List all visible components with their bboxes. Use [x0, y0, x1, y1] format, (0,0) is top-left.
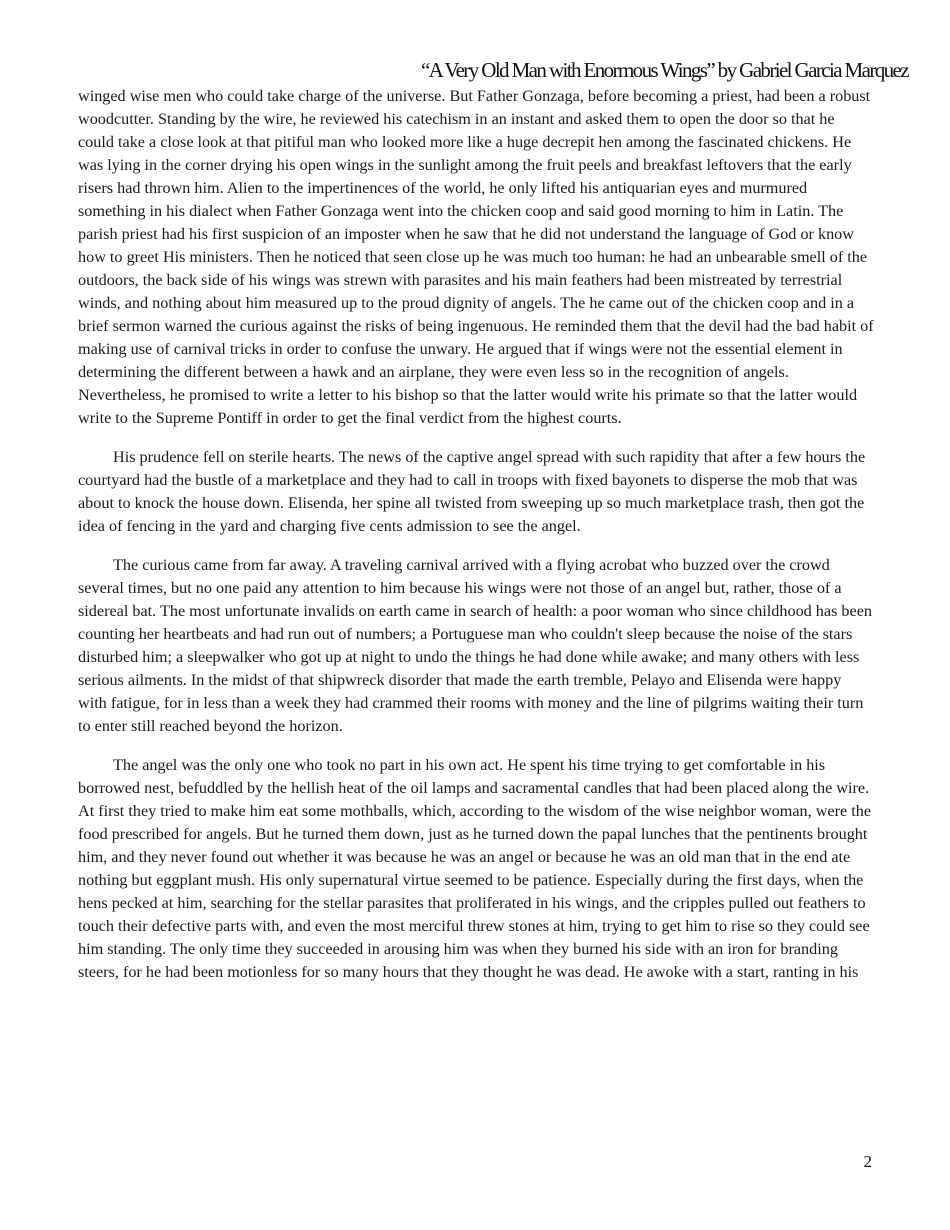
paragraph-continuation: winged wise men who could take charge of the universe. But Father Gonzaga, before becoming a priest, had been a robust woodcutter. Standing by the wire, he reviewed his catechism in an instant and asked them to open the door so that he could take a close look at that pitiful man who looked more like a huge decrepit hen among the fascinated chickens. He was lying in the corner drying his open wings in the sunlight among the fruit peels and breakfast leftovers that the early risers had thrown him. Alien to the impertinences of the world, he only lifted his antiquarian eyes and murmured something in his dialect when Father Gonzaga went into the chicken coop and said good morning to him in Latin. The parish priest had his first suspicion of an imposter when he saw that he did not understand the language of God or know how to greet His ministers. Then he noticed that seen close up he was much too human: he had an unbearable smell of the outdoors, the back side of his wings was strewn with parasites and his main feathers had been mistreated by terrestrial winds, and nothing about him measured up to the proud dignity of angels. The he came out of the chicken coop and in a brief sermon warned the curious against the risks of being ingenuous. He reminded them that the devil had the bad habit of making use of carnival tricks in order to confuse the unwary. He argued that if wings were not the essential element in determining the different between a hawk and an airplane, they were even less so in the recognition of angels. Nevertheless, he promised to write a letter to his bishop so that the latter would write his primate so that the latter would write to the Supreme Pontiff in order to get the final verdict from the highest courts.: [78, 87, 874, 427]
paragraph-angel-act: The angel was the only one who took no part in his own act. He spent his time trying to get comfortable in his borrowed nest, befuddled by the hellish heat of the oil lamps and sacramental candles that had been placed along the wire. At first they tried to make him eat some mothballs, which, according to the wisdom of the wise neighbor woman, were the food prescribed for angels. But he turned them down, just as he turned down the papal lunches that the pentinents brought him, and they never found out whether it was because he was an angel or because he was an old man that in the end ate nothing but eggplant mush. His only supernatural virtue seemed to be patience. Especially during the first days, when the hens pecked at him, searching for the stellar parasites that proliferated in his wings, and the cripples pulled out feathers to touch their defective parts with, and even the most merciful threw stones at him, trying to get him to rise so they could see him standing. The only time they succeeded in arousing him was when they burned his side with an iron for branding steers, for he had been motionless for so many hours that they thought he was dead. He awoke with a start, ranting in his: [78, 756, 871, 981]
paragraph-curious: The curious came from far away. A traveling carnival arrived with a flying acrobat who buzzed over the crowd several times, but no one paid any attention to him because his wings were not those of an angel but, rather, those of a sidereal bat. The most unfortunate invalids on earth came in search of health: a poor woman who since childhood has been counting her heartbeats and had run out of numbers; a Portuguese man who couldn't sleep because the noise of the stars disturbed him; a sleepwalker who got up at night to undo the things he had done while awake; and many others with less serious ailments. In the midst of that shipwreck disorder that made the earth tremble, Pelayo and Elisenda were happy with fatigue, for in less than a week they had crammed their rooms with money and the line of pilgrims waiting their turn to enter still reached beyond the horizon.: [78, 556, 872, 735]
paragraph-prudence: His prudence fell on sterile hearts. The news of the captive angel spread with such rapidity that after a few hours the courtyard had the bustle of a marketplace and they had to call in troops with fixed bayonets to disperse the mob that was about to knock the house down. Elisenda, her spine all twisted from sweeping up so much marketplace trash, then got the idea of fencing in the yard and charging five cents admission to see the angel.: [78, 448, 866, 535]
document-body: [78, 85, 874, 1000]
page-number: 2: [863, 1152, 872, 1171]
running-header-title: “A Very Old Man with Enormous Wings” by Gabriel Garcia Marquez: [420, 58, 908, 82]
